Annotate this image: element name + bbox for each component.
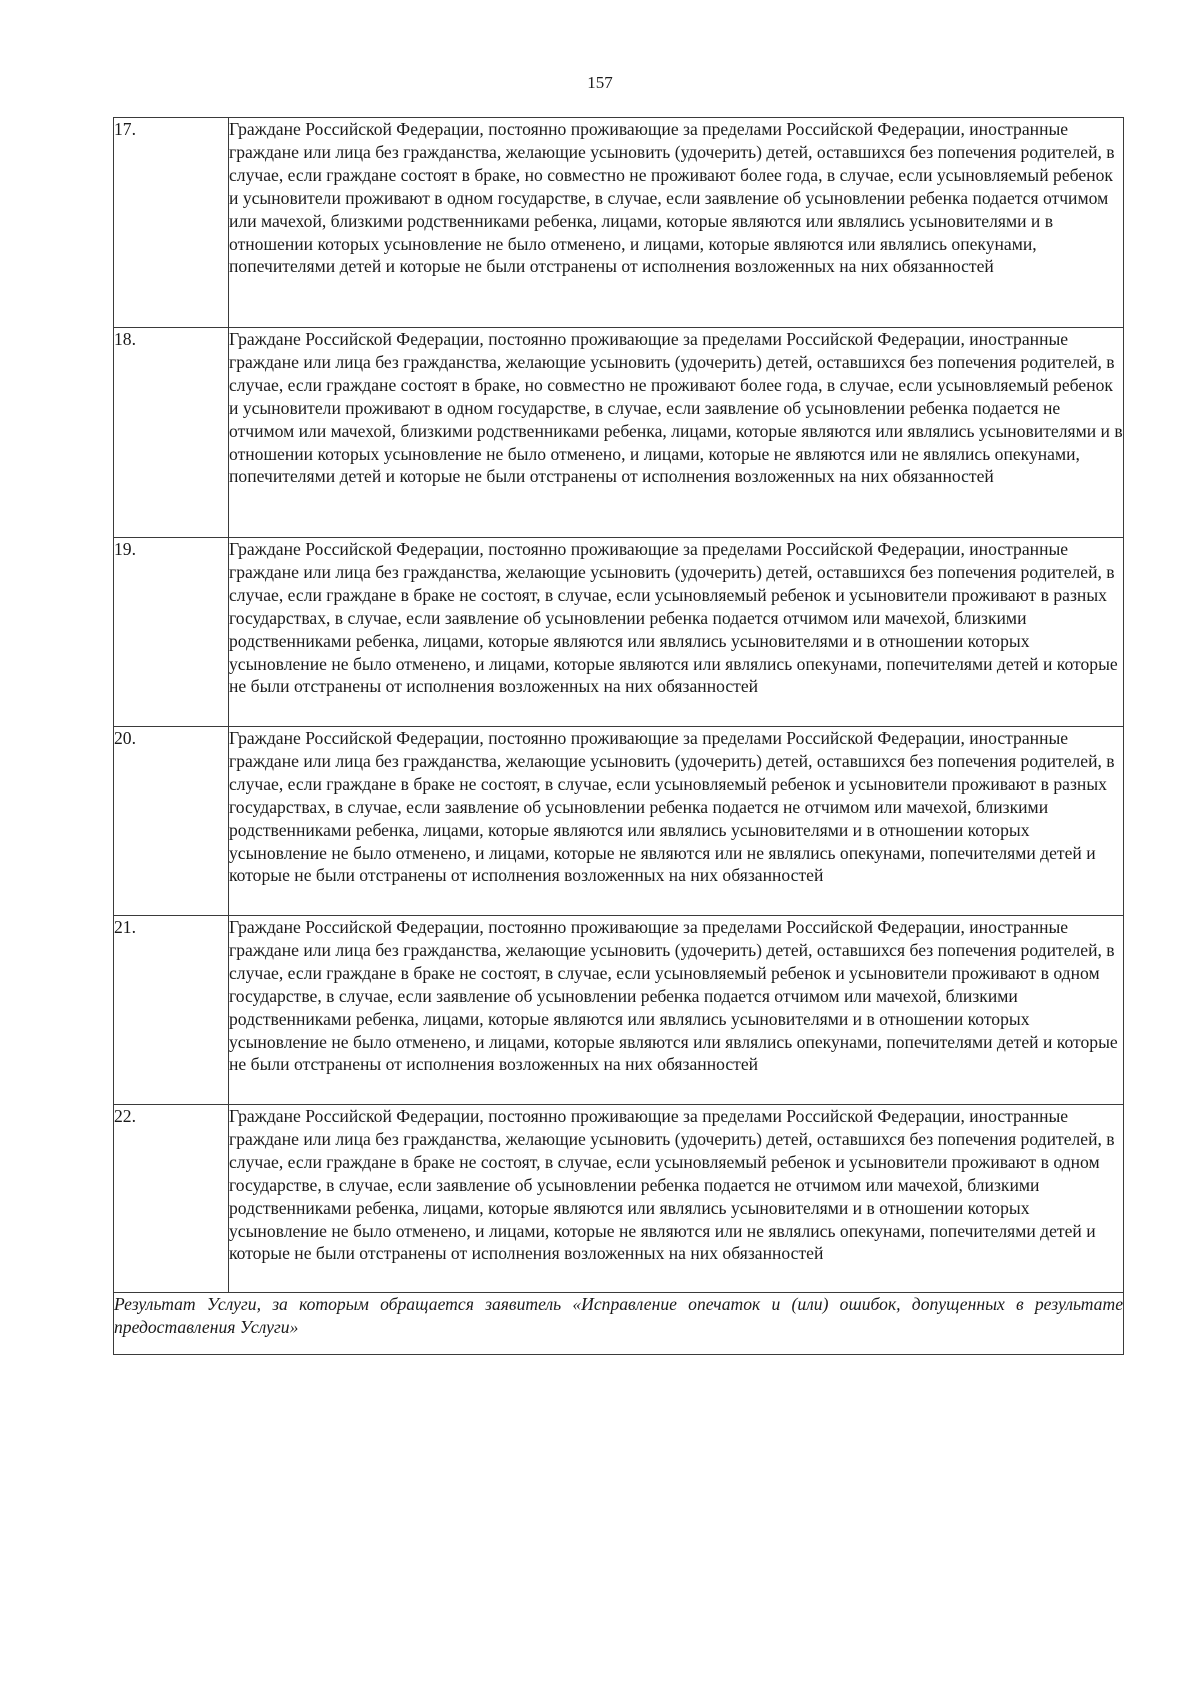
row-description: Граждане Российской Федерации, постоянно проживающие за пределами Российской Федерации, иностранные граждане или лица без гражданства, желающие усыновить (удочерить) детей, оставшихся без попечения родителей, в случае, если граждане в браке не состоят, в случае, если усыновляемый ребенок и усыновители проживают в разных государствах, в случае, если заявление об усыновлении ребенка подается не отчимом или мачехой, близкими родственниками ребенка, лицами, которые являются или являлись усыновителями и в отношении которых усыновление не было отменено, и лицами, которые не являются или не являлись опекунами, попечителями детей и которые не были отстранены от исполнения возложенных на них обязанностей <box>229 727 1124 916</box>
row-number: 19. <box>114 538 229 727</box>
row-number: 21. <box>114 916 229 1105</box>
table-row <box>114 1105 1124 1293</box>
result-text: Результат Услуги, за которым обращается заявитель «Исправление опечаток и (или) ошибок, допущенных в результате предоставления Услуги» <box>114 1293 1124 1355</box>
table-row <box>114 916 1124 1105</box>
table-row <box>114 118 1124 328</box>
row-number: 17. <box>114 118 229 328</box>
row-description: Граждане Российской Федерации, постоянно проживающие за пределами Российской Федерации, иностранные граждане или лица без гражданства, желающие усыновить (удочерить) детей, оставшихся без попечения родителей, в случае, если граждане в браке не состоят, в случае, если усыновляемый ребенок и усыновители проживают в разных государствах, в случае, если заявление об усыновлении ребенка подается отчимом или мачехой, близкими родственниками ребенка, лицами, которые являются или являлись усыновителями и в отношении которых усыновление не было отменено, и лицами, которые являются или являлись опекунами, попечителями детей и которые не были отстранены от исполнения возложенных на них обязанностей <box>229 538 1124 727</box>
row-number: 20. <box>114 727 229 916</box>
table-row <box>114 727 1124 916</box>
row-description: Граждане Российской Федерации, постоянно проживающие за пределами Российской Федерации, иностранные граждане или лица без гражданства, желающие усыновить (удочерить) детей, оставшихся без попечения родителей, в случае, если граждане состоят в браке, но совместно не проживают более года, в случае, если усыновляемый ребенок и усыновители проживают в одном государстве, в случае, если заявление об усыновлении ребенка подается отчимом или мачехой, близкими родственниками ребенка, лицами, которые являются или являлись усыновителями и в отношении которых усыновление не было отменено, и лицами, которые являются или являлись опекунами, попечителями детей и которые не были отстранены от исполнения возложенных на них обязанностей <box>229 118 1124 328</box>
table-row <box>114 328 1124 538</box>
row-description: Граждане Российской Федерации, постоянно проживающие за пределами Российской Федерации, иностранные граждане или лица без гражданства, желающие усыновить (удочерить) детей, оставшихся без попечения родителей, в случае, если граждане состоят в браке, но совместно не проживают более года, в случае, если усыновляемый ребенок и усыновители проживают в одном государстве, в случае, если заявление об усыновлении ребенка подается не отчимом или мачехой, близкими родственниками ребенка, лицами, которые являются или являлись усыновителями и в отношении которых усыновление не было отменено, и лицами, которые не являются или не являлись опекунами, попечителями детей и которые не были отстранены от исполнения возложенных на них обязанностей <box>229 328 1124 538</box>
category-table <box>113 117 1124 1355</box>
result-row <box>114 1293 1124 1355</box>
row-description: Граждане Российской Федерации, постоянно проживающие за пределами Российской Федерации, иностранные граждане или лица без гражданства, желающие усыновить (удочерить) детей, оставшихся без попечения родителей, в случае, если граждане в браке не состоят, в случае, если усыновляемый ребенок и усыновители проживают в одном государстве, в случае, если заявление об усыновлении ребенка подается отчимом или мачехой, близкими родственниками ребенка, лицами, которые являются или являлись усыновителями и в отношении которых усыновление не было отменено, и лицами, которые являются или являлись опекунами, попечителями детей и которые не были отстранены от исполнения возложенных на них обязанностей <box>229 916 1124 1105</box>
row-number: 18. <box>114 328 229 538</box>
row-number: 22. <box>114 1105 229 1293</box>
table-row <box>114 538 1124 727</box>
row-description: Граждане Российской Федерации, постоянно проживающие за пределами Российской Федерации, иностранные граждане или лица без гражданства, желающие усыновить (удочерить) детей, оставшихся без попечения родителей, в случае, если граждане в браке не состоят, в случае, если усыновляемый ребенок и усыновители проживают в одном государстве, в случае, если заявление об усыновлении ребенка подается не отчимом или мачехой, близкими родственниками ребенка, лицами, которые являются или являлись усыновителями и в отношении которых усыновление не было отменено, и лицами, которые не являются или не являлись опекунами, попечителями детей и которые не были отстранены от исполнения возложенных на них обязанностей <box>229 1105 1124 1293</box>
page-number: 157 <box>587 73 613 92</box>
